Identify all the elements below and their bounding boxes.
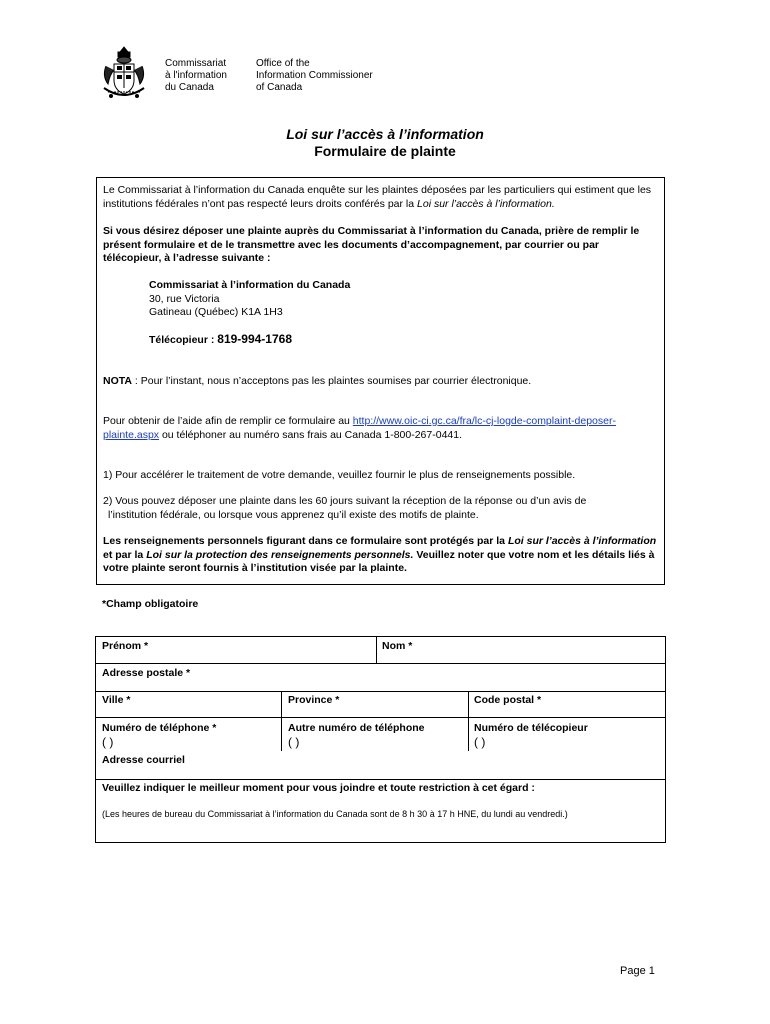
form-row-divider xyxy=(96,717,665,718)
form-row-divider xyxy=(96,691,665,692)
document-title-block xyxy=(0,126,770,160)
intro-paragraph: Le Commissariat à l’information du Canada enquête sur les plaintes déposées par les particuliers qui estiment que les institutions fédérales n’ont pas respecté leurs droits conférés par la Loi sur l’accès à l’information. xyxy=(103,184,652,210)
form-row-divider xyxy=(96,779,665,780)
org-name-en: Office of the Information Commissioner of Canada xyxy=(256,58,373,93)
form-col-divider xyxy=(468,691,469,751)
instructions-box xyxy=(96,177,665,585)
point-one: 1) Pour accélérer le traitement de votre demande, veuillez fournir le plus de renseignements possible. xyxy=(103,469,576,481)
office-hours-note: (Les heures de bureau du Commissariat à l’information du Canada sont de 8 h 30 à 17 h HNE, du lundi au vendredi.) xyxy=(102,809,568,819)
city-field[interactable]: Ville * xyxy=(102,694,131,706)
postal-code-field[interactable]: Code postal * xyxy=(474,694,542,706)
form-col-divider xyxy=(376,637,377,663)
email-field[interactable]: Adresse courriel xyxy=(102,754,185,766)
required-field-note: *Champ obligatoire xyxy=(102,598,199,610)
document-subtitle: Formulaire de plainte xyxy=(314,143,456,159)
canada-coat-of-arms-icon xyxy=(98,44,150,102)
mailing-address: Commissariat à l’information du Canada 30, rue Victoria Gatineau (Québec) K1A 1H3 xyxy=(149,279,351,318)
form-row-divider xyxy=(96,663,665,664)
privacy-paragraph: Les renseignements personnels figurant dans ce formulaire sont protégés par la Loi sur l’accès à l’information et par la Loi sur la protection des renseignements personnels. Veuillez noter que votre nom et les détails liés à votre plainte seront fournis à l’institution visée par la plainte. xyxy=(103,535,657,574)
phone-field[interactable]: Numéro de téléphone * xyxy=(102,722,217,734)
fax-line: Télécopieur : 819-994-1768 xyxy=(149,332,292,346)
phone-area-code[interactable]: ( ) xyxy=(102,735,114,749)
help-paragraph: Pour obtenir de l’aide afin de remplir ce formulaire au http://www.oic-ci.gc.ca/fra/lc-cj-logde-complaint-deposer-plainte.aspx ou téléphoner au numéro sans frais au Canada 1-800-267-0441. xyxy=(103,415,616,441)
page-number: Page 1 xyxy=(620,965,655,977)
prenom-field[interactable]: Prénom * xyxy=(102,640,149,652)
help-link[interactable]: http://www.oic-ci.gc.ca/fra/lc-cj-logde-complaint-deposer-plainte.aspx xyxy=(103,415,616,441)
org-name-fr: Commissariat à l'information du Canada xyxy=(165,58,227,93)
other-phone-field[interactable]: Autre numéro de téléphone xyxy=(288,722,425,734)
fax-area-code[interactable]: ( ) xyxy=(474,735,486,749)
postal-address-field[interactable]: Adresse postale * xyxy=(102,667,191,679)
nom-field[interactable]: Nom * xyxy=(382,640,413,652)
document-title: Loi sur l’accès à l’information xyxy=(286,126,484,142)
other-phone-area-code[interactable]: ( ) xyxy=(288,735,300,749)
point-two: 2) Vous pouvez déposer une plainte dans les 60 jours suivant la réception de la réponse ou d’un avis de l’institution fédérale, ou lorsque vous apprenez qu’il existe des motifs de plainte. xyxy=(103,495,587,521)
fax-field[interactable]: Numéro de télécopieur xyxy=(474,722,588,734)
best-time-field[interactable]: Veuillez indiquer le meilleur moment pour vous joindre et toute restriction à cet égard : xyxy=(102,782,535,794)
send-instructions: Si vous désirez déposer une plainte auprès du Commissariat à l’information du Canada, prière de remplir le présent formulaire et de le transmettre avec les documents d’accompagnement, par courrier ou par télécopieur, à l’adresse suivante : xyxy=(103,225,640,264)
form-col-divider xyxy=(281,691,282,751)
province-field[interactable]: Province * xyxy=(288,694,340,706)
nota-paragraph: NOTA : Pour l’instant, nous n’acceptons pas les plaintes soumises par courrier électronique. xyxy=(103,375,532,387)
complaint-form xyxy=(95,636,666,843)
